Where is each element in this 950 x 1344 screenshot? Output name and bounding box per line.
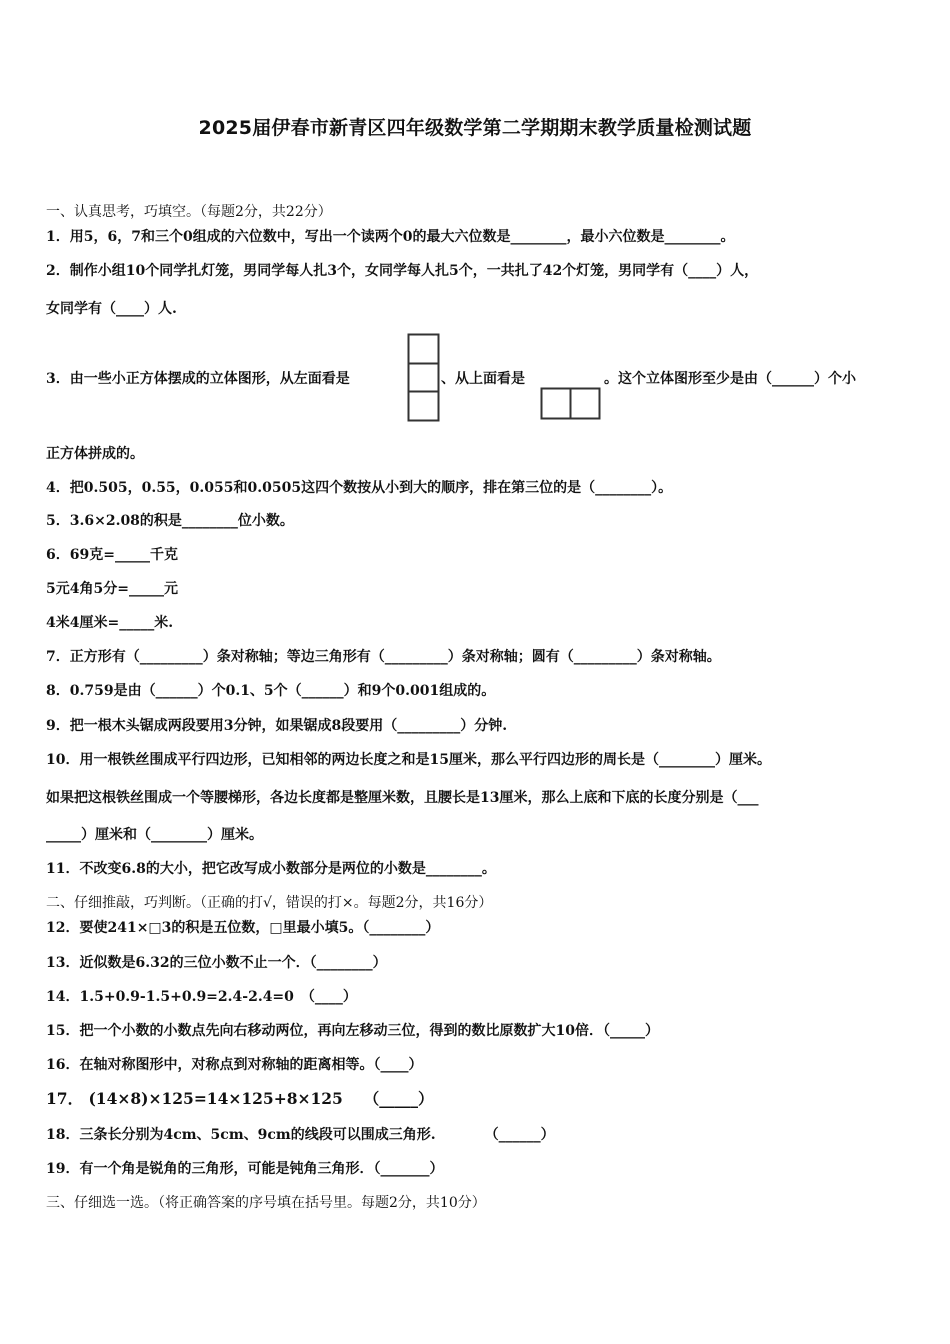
question-4: 4．把0.505，0.55，0.055和0.0505这四个数按从小到大的顺序，排在第三位的是（________）。 xyxy=(46,480,673,496)
question-11: 11．不改变6.8的大小，把它改写成小数部分是两位的小数是________。 xyxy=(46,861,496,877)
question-8: 8．0.759是由（______）个0.1、5个（______）和9个0.001组成的。 xyxy=(46,683,496,699)
question-10-line-1: 10．用一根铁丝围成平行四边形，已知相邻的两边长度之和是15厘米，那么平行四边形的周长是（________）厘米。 xyxy=(46,752,771,768)
question-3-part-3: 。这个立体图形至少是由（______）个小 xyxy=(604,371,856,387)
question-1: 1．用5，6，7和三个0组成的六位数中，写出一个读两个0的最大六位数是________，最小六位数是________。 xyxy=(46,229,735,245)
question-9: 9．把一根木头锯成两段要用3分钟，如果锯成8段要用（_________）分钟. xyxy=(46,718,508,734)
question-5: 5．3.6×2.08的积是________位小数。 xyxy=(46,513,294,529)
page-title: 2025届伊春市新青区四年级数学第二学期期末教学质量检测试题 xyxy=(198,117,752,139)
question-3-line-2: 正方体拼成的。 xyxy=(46,446,144,462)
question-17: 17． (14×8)×125=14×125+8×125 （_____） xyxy=(46,1089,434,1108)
question-14: 14．1.5+0.9-1.5+0.9=2.4-2.4=0 （____） xyxy=(46,989,357,1005)
question-3-part-2: 、从上面看是 xyxy=(441,371,525,387)
question-15: 15．把一个小数的小数点先向右移动两位，再向左移动三位，得到的数比原数扩大10倍．（_____） xyxy=(46,1023,659,1039)
question-10-line-2: 如果把这根铁丝围成一个等腰梯形，各边长度都是整厘米数，且腰长是13厘米，那么上底和下底的长度分别是（___ xyxy=(46,790,759,806)
question-7: 7．正方形有（_________）条对称轴；等边三角形有（_________）条对称轴；圆有（_________）条对称轴。 xyxy=(46,649,721,665)
question-18: 18．三条长分别为4cm、5cm、9cm的线段可以围成三角形. （______） xyxy=(46,1127,555,1143)
section-2-heading: 二、仔细推敲，巧判断。（正确的打√，错误的打×。每题2分，共16分） xyxy=(46,895,493,911)
question-10-line-3: _____）厘米和（________）厘米。 xyxy=(46,827,263,843)
question-6-line-3: 4米4厘米=_____米. xyxy=(46,615,174,631)
question-12: 12．要使241×□3的积是五位数，□里最小填5。（________） xyxy=(46,920,440,936)
question-19: 19．有一个角是锐角的三角形，可能是钝角三角形．（_______） xyxy=(46,1161,444,1177)
top-view-figure xyxy=(540,387,602,420)
question-6-line-1: 6．69克=_____千克 xyxy=(46,547,178,563)
left-view-figure xyxy=(407,333,440,422)
question-2-line-2: 女同学有（____）人. xyxy=(46,301,177,317)
question-2-line-1: 2．制作小组10个同学扎灯笼，男同学每人扎3个，女同学每人扎5个，一共扎了42个灯笼，男同学有（____）人， xyxy=(46,263,759,279)
question-3-part-1: 3．由一些小正方体摆成的立体图形，从左面看是 xyxy=(46,371,350,387)
question-6-line-2: 5元4角5分=_____元 xyxy=(46,581,178,597)
question-16: 16．在轴对称图形中，对称点到对称轴的距离相等。（____） xyxy=(46,1057,423,1073)
question-13: 13．近似数是6.32的三位小数不止一个．（________） xyxy=(46,955,387,971)
section-3-heading: 三、仔细选一选。（将正确答案的序号填在括号里。每题2分，共10分） xyxy=(46,1195,486,1211)
section-1-heading: 一、认真思考，巧填空。（每题2分，共22分） xyxy=(46,204,332,220)
